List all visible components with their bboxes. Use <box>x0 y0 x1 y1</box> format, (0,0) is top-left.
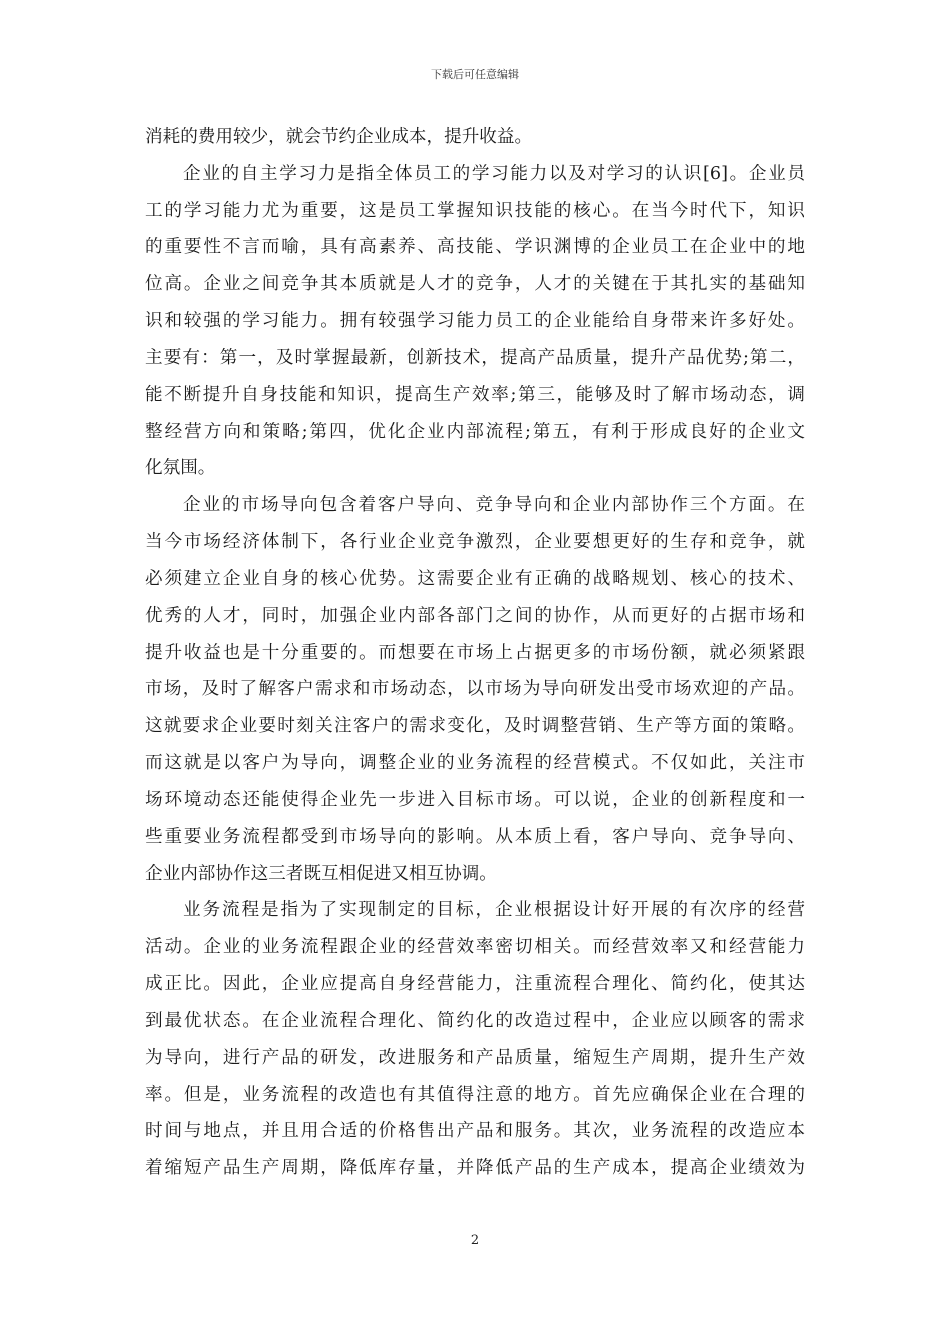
text-line: 为导向，进行产品的研发，改进服务和产品质量，缩短生产周期，提升生产效 <box>145 1047 805 1068</box>
text-line: 场环境动态还能使得企业先一步进入目标市场。可以说，企业的创新程度和一 <box>145 789 805 810</box>
text-line: 成正比。因此，企业应提高自身经营能力，注重流程合理化、简约化，使其达 <box>145 974 805 995</box>
text-line: 提升收益也是十分重要的。而想要在市场上占据更多的市场份额，就必须紧跟 <box>145 642 805 663</box>
text-line: 而这就是以客户为导向，调整企业的业务流程的经营模式。不仅如此，关注市 <box>145 753 805 774</box>
paragraph-first-line: 企业的自主学习力是指全体员工的学习能力以及对学习的认识[6]。企业员 <box>183 163 805 184</box>
text-line: 活动。企业的业务流程跟企业的经营效率密切相关。而经营效率又和经营能力 <box>145 937 805 958</box>
text-line: 当今市场经济体制下，各行业企业竞争激烈，企业要想更好的生存和竞争，就 <box>145 532 805 553</box>
page-header: 下载后可任意编辑 <box>431 68 519 81</box>
page-number: 2 <box>470 1233 480 1248</box>
text-line: 企业内部协作这三者既互相促进又相互协调。 <box>145 863 497 884</box>
document-body <box>145 119 805 1187</box>
text-line: 着缩短产品生产周期，降低库存量，并降低产品的生产成本，提高企业绩效为 <box>145 1158 805 1179</box>
text-line: 些重要业务流程都受到市场导向的影响。从本质上看，客户导向、竞争导向、 <box>145 826 805 847</box>
text-line: 市场，及时了解客户需求和市场动态，以市场为导向研发出受市场欢迎的产品。 <box>145 679 805 700</box>
text-line: 主要有：第一，及时掌握最新，创新技术，提高产品质量，提升产品优势;第二， <box>145 347 805 368</box>
text-line: 化氛围。 <box>145 458 216 479</box>
text-line: 到最优状态。在企业流程合理化、简约化的改造过程中，企业应以顾客的需求 <box>145 1010 805 1031</box>
text-line: 时间与地点，并且用合适的价格售出产品和服务。其次，业务流程的改造应本 <box>145 1121 805 1142</box>
text-line: 这就要求企业要时刻关注客户的需求变化，及时调整营销、生产等方面的策略。 <box>145 716 805 737</box>
text-line: 位高。企业之间竞争其本质就是人才的竞争，人才的关键在于其扎实的基础知 <box>145 274 805 295</box>
text-line: 消耗的费用较少，就会节约企业成本，提升收益。 <box>145 127 533 147</box>
text-line: 识和较强的学习能力。拥有较强学习能力员工的企业能给自身带来许多好处。 <box>145 311 805 332</box>
paragraph-first-line: 业务流程是指为了实现制定的目标，企业根据设计好开展的有次序的经营 <box>183 900 805 921</box>
text-line: 优秀的人才，同时，加强企业内部各部门之间的协作，从而更好的占据市场和 <box>145 605 805 626</box>
text-line: 率。但是，业务流程的改造也有其值得注意的地方。首先应确保企业在合理的 <box>145 1084 805 1105</box>
text-line: 整经营方向和策略;第四，优化企业内部流程;第五，有利于形成良好的企业文 <box>145 421 805 442</box>
text-line: 必须建立企业自身的核心优势。这需要企业有正确的战略规划、核心的技术、 <box>145 568 805 589</box>
text-line: 能不断提升自身技能和知识，提高生产效率;第三，能够及时了解市场动态，调 <box>145 384 805 405</box>
text-line: 的重要性不言而喻，具有高素养、高技能、学识渊博的企业员工在企业中的地 <box>145 237 805 258</box>
text-line: 工的学习能力尤为重要，这是员工掌握知识技能的核心。在当今时代下，知识 <box>145 200 805 221</box>
paragraph-first-line: 企业的市场导向包含着客户导向、竞争导向和企业内部协作三个方面。在 <box>183 495 805 516</box>
